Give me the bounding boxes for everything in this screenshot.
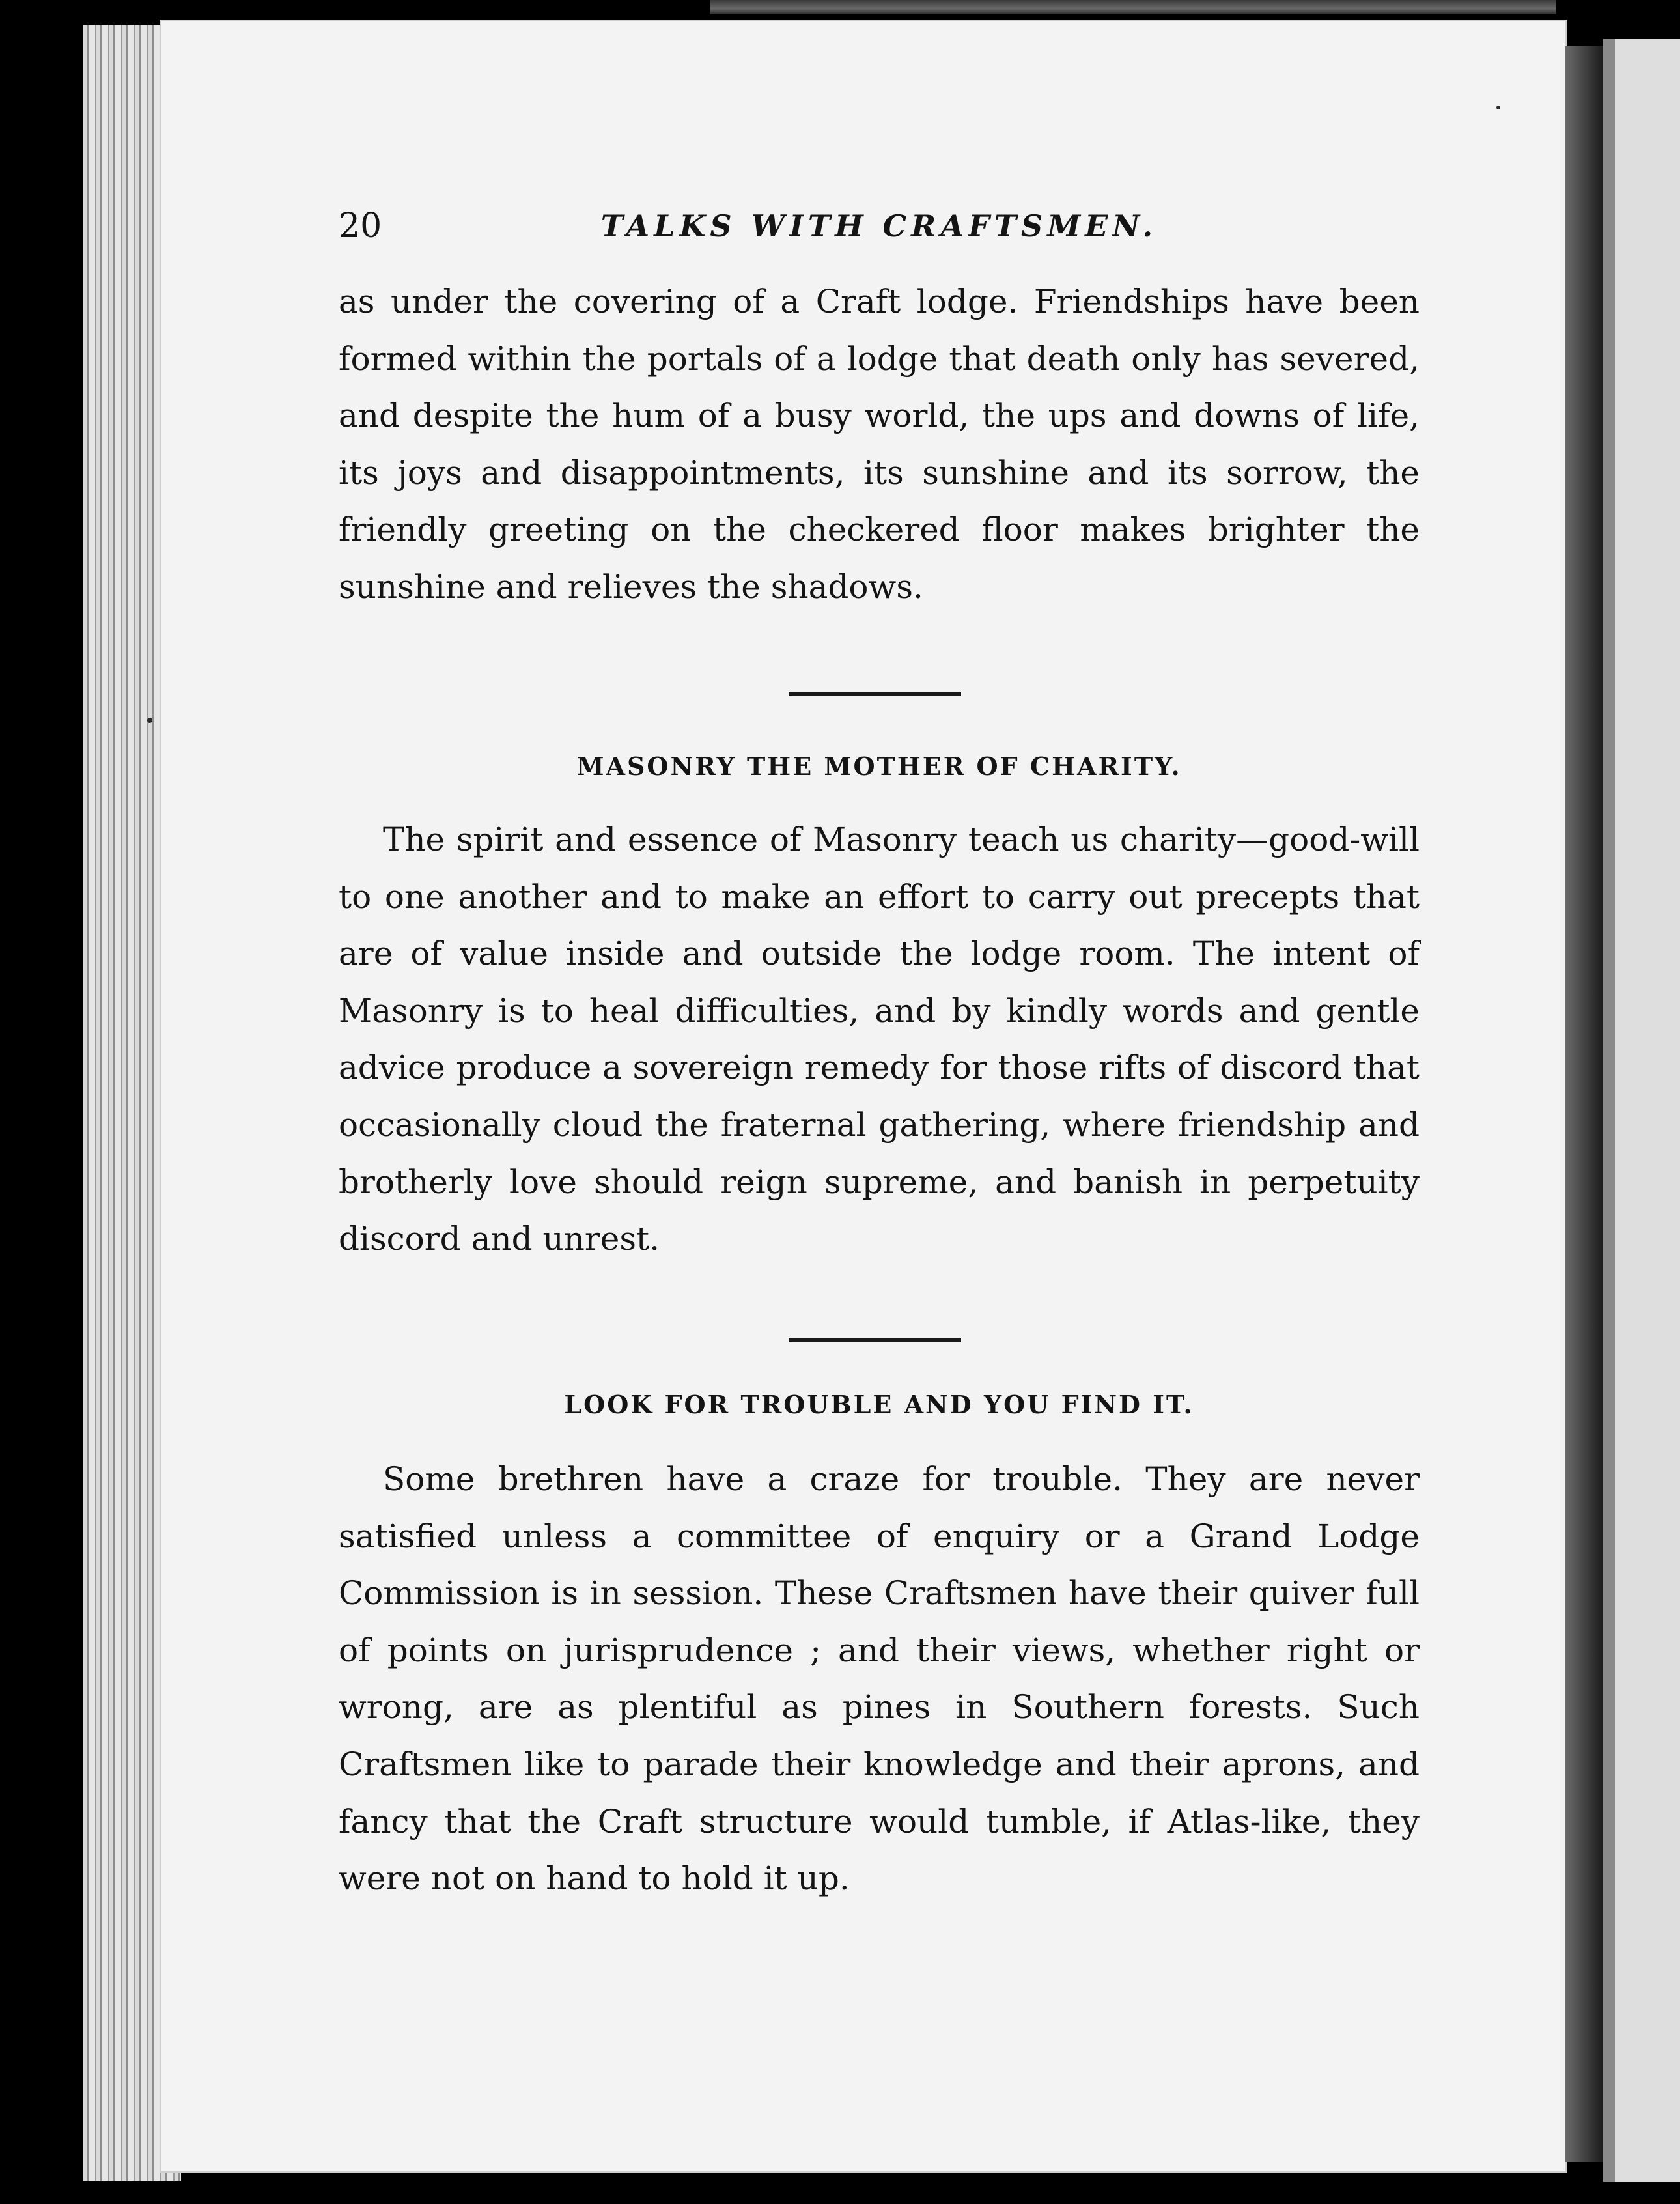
scan-speck xyxy=(147,718,152,723)
page-number: 20 xyxy=(339,206,382,246)
section-divider-rule xyxy=(789,692,961,696)
running-head xyxy=(339,203,1420,255)
trouble-paragraph: Some brethren have a craze for trouble. They are never satisfied unless a committee of enquiry or a Grand Lodge Commission is in session. These Craftsmen have their quiver full of points on jurisprudence ; and their views, whether right or wrong, are as plentiful as pines in Southern forests. Such Craftsmen like to parade their knowledge and their aprons, and fancy that the Craft structure would tumble, if Atlas-like, they were not on hand to hold it up. xyxy=(339,1460,1420,1898)
section-heading-trouble: LOOK FOR TROUBLE AND YOU FIND IT. xyxy=(564,1390,1194,1419)
facing-page-shadow xyxy=(1603,39,1615,2182)
top-scan-edge xyxy=(710,0,1556,14)
binding-gutter xyxy=(1565,46,1603,2162)
section-divider-rule xyxy=(789,1338,961,1342)
scan-speck xyxy=(1496,106,1500,109)
charity-paragraph-block xyxy=(339,812,1420,1268)
opening-paragraph-block xyxy=(339,274,1420,616)
trouble-paragraph-block xyxy=(339,1451,1420,1908)
running-head-title: TALKS WITH CRAFTSMEN. xyxy=(600,208,1158,244)
charity-paragraph: The spirit and essence of Masonry teach us charity—good-will to one another and to make an effort to carry out precepts that are of value inside and outside the lodge room. The intent of Masonry is to heal difficulties, and by kindly words and gentle advice produce a sovereign remedy for those rifts of discord that occasionally cloud the fraternal gathering, where friendship and brotherly love should reign supreme, and banish in perpetuity discord and unrest. xyxy=(339,821,1420,1258)
opening-paragraph: as under the covering of a Craft lodge. Friendships have been formed within the portals of a lodge that death only has severed, and despite the hum of a busy world, the ups and downs of life, its joys and disappointments, its sunshine and its sorrow, the friendly greeting on the checkered floor makes brighter the sunshine and relieves the shadows. xyxy=(339,283,1420,606)
section-heading-charity: MASONRY THE MOTHER OF CHARITY. xyxy=(576,752,1182,781)
